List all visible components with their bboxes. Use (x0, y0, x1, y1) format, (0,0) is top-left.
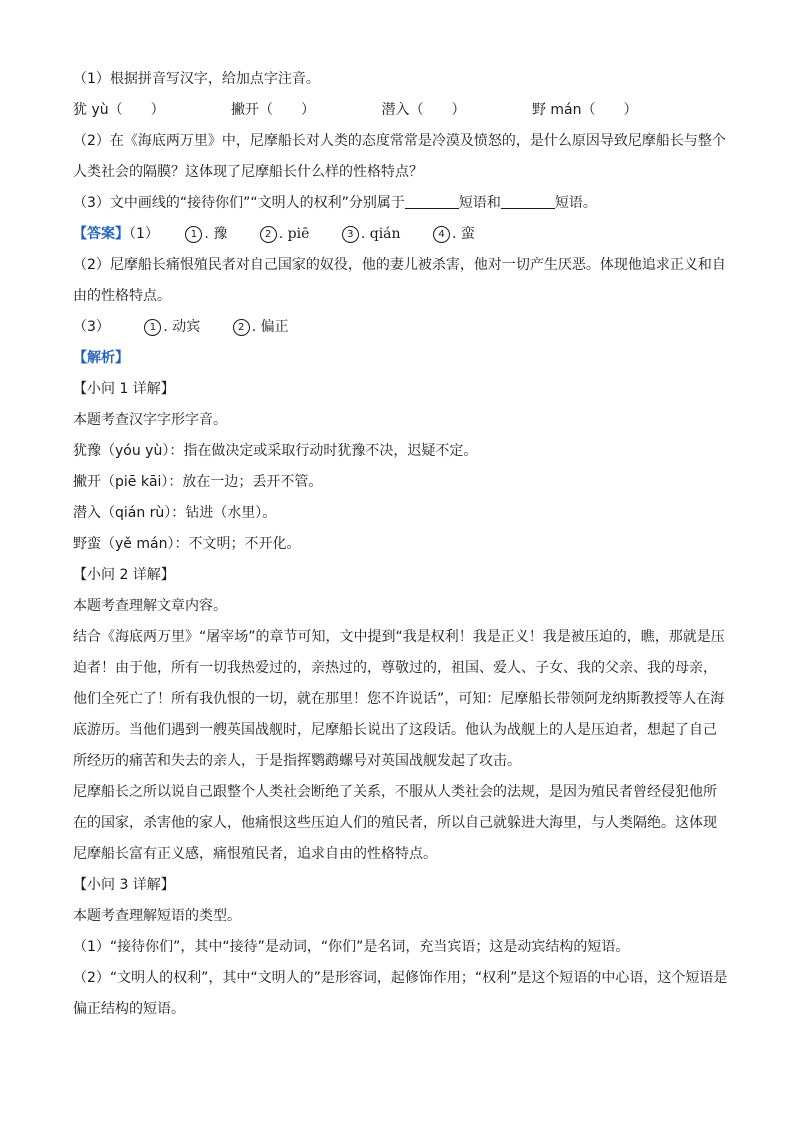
analysis-s2-head: 【小问 2 详解】 (73, 567, 175, 583)
q3-text-mid: 短语和 (458, 195, 501, 211)
answer-1-item-4: 4 . 蛮 (433, 226, 475, 242)
q1-item-yu: 犹 yù（ ） (73, 102, 165, 118)
analysis-s3-line-1: （1）“接待你们”，其中“接待”是动词，“你们”是名词，充当宾语；这是动宾结构的短语。 (73, 939, 630, 955)
circled-number-4: 4 (433, 226, 450, 243)
circled-number-1: 1 (185, 226, 202, 243)
answer-3-prefix: （3） (73, 319, 110, 335)
q3-text-pre: （3）文中画线的“接待你们”“文明人的权利”分别属于 (73, 195, 405, 211)
circled-number-1: 1 (144, 319, 161, 336)
analysis-s1-line: 犹豫（yóu yù）：指在做决定或采取行动时犹豫不决，迟疑不定。 (73, 443, 478, 459)
q1-item-piekai: 撇开（ ） (231, 102, 316, 118)
q3-text (73, 188, 728, 219)
q1-item-man: 野 mán（ ） (531, 102, 638, 118)
answer-3-item-2: 2 . 偏正 (233, 319, 289, 335)
answer-line-1 (73, 219, 728, 250)
q3-text-post: 短语。 (554, 195, 597, 211)
q2-text: （2）在《海底两万里》中，尼摩船长对人类的态度常常是冷漠及愤怒的，是什么原因导致尼摩船长与整个人类社会的隔膜？这体现了尼摩船长什么样的性格特点？ (73, 133, 726, 180)
page-content (73, 64, 728, 1025)
answer-tag: 【答案】 (73, 226, 129, 242)
answer-2: （2）尼摩船长痛恨殖民者对自己国家的奴役，他的妻儿被杀害，他对一切产生厌恶。体现他追求正义和自由的性格特点。 (73, 257, 726, 304)
answer-3-item-1: 1 . 动宾 (144, 319, 200, 335)
analysis-s2-intro: 本题考查理解文章内容。 (73, 598, 227, 614)
q1-title: （1）根据拼音写汉字，给加点字注音。 (73, 71, 320, 87)
circled-number-2: 2 (233, 319, 250, 336)
q3-blank-2 (501, 194, 555, 209)
analysis-s1-head: 【小问 1 详解】 (73, 381, 175, 397)
analysis-s1-line: 撇开（piē kāi）：放在一边；丢开不管。 (73, 474, 323, 490)
analysis-s1-intro: 本题考查汉字字形字音。 (73, 412, 227, 428)
q1-items (73, 95, 728, 126)
analysis-s2-paragraph-1: 结合《海底两万里》“屠宰场”的章节可知，文中提到“我是权利！我是正义！我是被压迫的，瞧，那就是压迫者！由于他，所有一切我热爱过的，亲热过的，尊敬过的，祖国、爱人、子女、我的父亲、我的母亲，他们全死亡了！所有我仇恨的一切，就在那里！您不许说话”，可知：尼摩船长带领阿龙纳斯教授等人在海底游历。当他们遇到一艘英国战舰时，尼摩船长说出了这段话。他认为战舰上的人是压迫者，想起了自己所经历的痛苦和失去的亲人，于是指挥鹦鹉螺号对英国战舰发起了攻击。 (73, 629, 725, 769)
analysis-s1-line: 潜入（qián rù）：钻进（水里）。 (73, 505, 277, 521)
circled-number-3: 3 (342, 226, 359, 243)
q1-item-qianru: 潜入（ ） (381, 102, 466, 118)
answer-1-item-3: 3 . qián (342, 226, 401, 242)
analysis-s2-paragraph-2: 尼摩船长之所以说自己跟整个人类社会断绝了关系，不服从人类社会的法规，是因为殖民者曾经侵犯他所在的国家，杀害他的家人，他痛恨这些压迫人们的殖民者，所以自己就躲进大海里，与人类隔绝。这体现尼摩船长富有正义感，痛恨殖民者，追求自由的性格特点。 (73, 784, 717, 862)
answer-1-item-2: 2 . piē (260, 226, 310, 242)
analysis-s3-head: 【小问 3 详解】 (73, 877, 175, 893)
answer-line-3 (73, 312, 728, 343)
analysis-s3-line-2: （2）“文明人的权利”，其中“文明人的”是形容词，起修饰作用；“权利”是这个短语的中心语，这个短语是偏正结构的短语。 (73, 970, 728, 1017)
circled-number-2: 2 (260, 226, 277, 243)
analysis-s1-line: 野蛮（yě mán）：不文明；不开化。 (73, 536, 301, 552)
answer-1-item-1: 1 . 豫 (185, 226, 227, 242)
q3-blank-1 (405, 194, 459, 209)
answer-1-prefix: （1） (129, 226, 159, 242)
analysis-s3-intro: 本题考查理解短语的类型。 (73, 908, 241, 924)
analysis-tag: 【解析】 (73, 350, 129, 366)
